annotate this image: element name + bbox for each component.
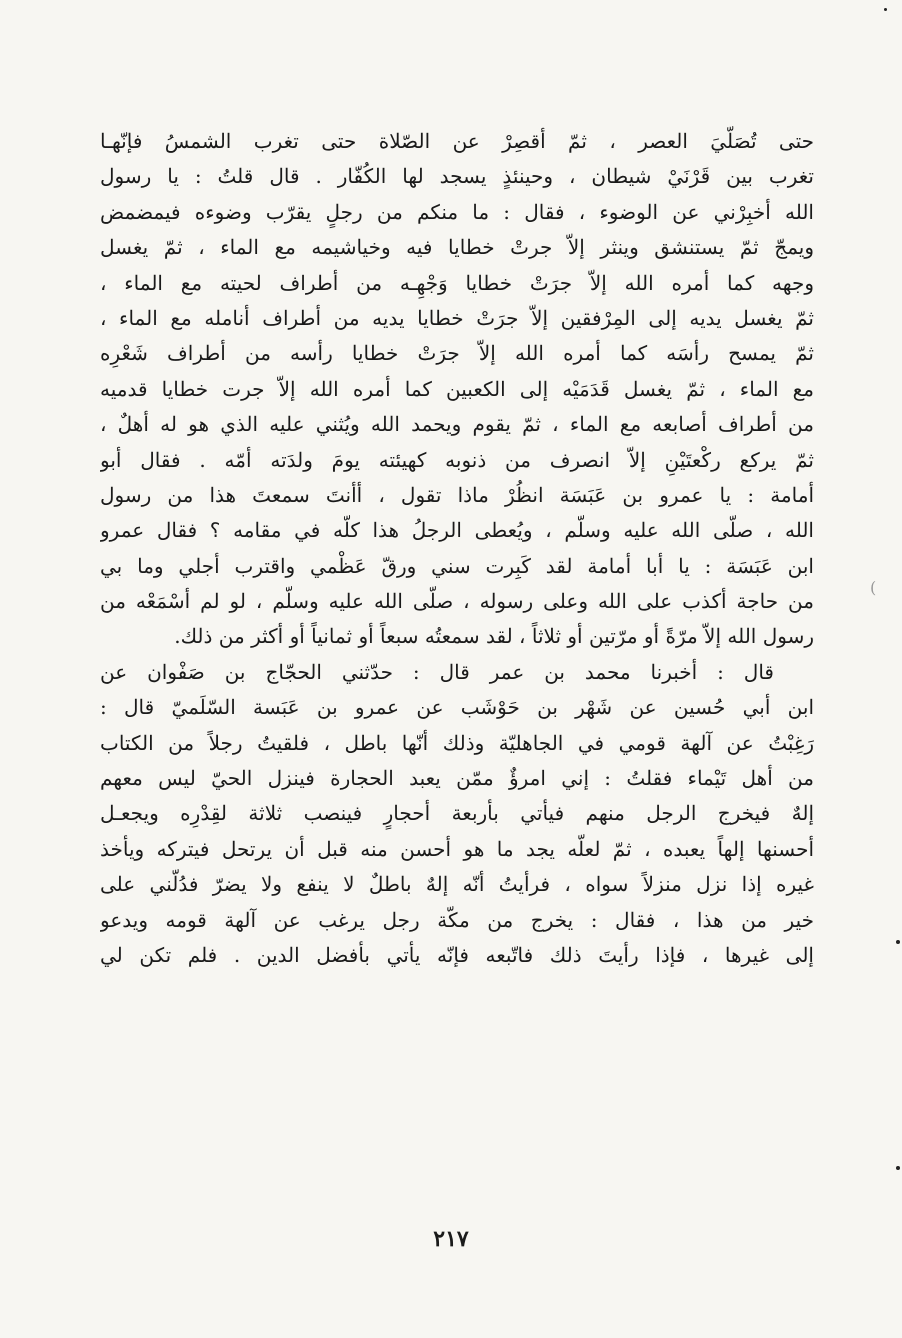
text-line: إلهٌ فيخرج الرجل منهم فيأتي بأربعة أحجارٍ فينصب ثلاثة لقِدْرِه ويجعـل [100, 801, 814, 826]
text-line: تغرب بين قَرْنَيْ شيطان ، وحينئذٍ يسجد لها الكُفّار . قال قلتُ : يا رسول [100, 164, 814, 189]
text-line: من حاجة أكذب على الله وعلى رسوله ، صلّى الله عليه وسلّم ، لو لم أسْمَعْه من [100, 589, 814, 614]
text-line: حتى تُصَلّيَ العصر ، ثمّ أقصِرْ عن الصّلاة حتى تغرب الشمسُ فإنّهـا [100, 129, 814, 153]
text-line: الله أخبِرْني عن الوضوء ، فقال : ما منكم من رجلٍ يقرّب وضوءه فيمضمض [100, 199, 814, 224]
text-line: وجهه كما أمره الله إلاّ جرَتْ خطايا وَجْهِـه من أطراف لحيته مع الماء ، [100, 270, 814, 295]
text-line: ابن عَبَسَة : يا أبا أمامة لقد كَبِرت سني ورقّ عَظْمي واقترب أجلي وما بي [100, 553, 814, 578]
page-number: ٢١٧ [433, 1226, 469, 1252]
scan-edge-mark: ( [870, 578, 877, 597]
text-line: ثمّ يركع ركْعتَيْنِ إلاّ انصرف من ذنوبه كهيئته يومَ ولدَته أمّه . فقال أبو [100, 447, 814, 472]
text-line: رَغِبْتُ عن آلهة قومي في الجاهليّة وذلك أنّها باطل ، فلقيتُ رجلاً من الكتاب [100, 730, 814, 755]
scan-speck [896, 940, 900, 944]
scan-speck [884, 8, 887, 11]
text-line: أمامة : يا عمرو بن عَبَسَة انظُرْ ماذا تقول ، أأنتَ سمعتَ هذا من رسول [100, 482, 814, 507]
text-line: من أهل تَيْماء فقلتُ : إني امرؤٌ ممّن يعبد الحجارة فينزل الحيّ ليس معهم [100, 766, 814, 791]
text-line: ابن أبي حُسين عن شَهْر بن حَوْشَب عن عمرو بن عَبَسة السّلَميّ قال : [100, 695, 814, 720]
text-line: ثمّ يمسح رأسَه كما أمره الله إلاّ جرَتْ خطايا رأسه من أطراف شَعْرِه [100, 341, 814, 366]
text-line: من أطراف أصابعه مع الماء ، ثمّ يقوم ويحمد الله ويُثني عليه الذي هو له أهلٌ ، [100, 412, 814, 437]
text-line: ثمّ يغسل يديه إلى المِرْفقين إلاّ جرَتْ خطايا يديه من أطراف أنامله مع الماء ، [100, 305, 814, 330]
text-line: الله ، صلّى الله عليه وسلّم ، ويُعطى الرجلُ هذا كلّه في مقامه ؟ فقال عمرو [100, 518, 814, 543]
text-line: أحسنها إلهاً يعبده ، ثمّ لعلّه يجد ما هو أحسن منه قبل أن يرتحل فيتركه ويأخذ [100, 836, 814, 861]
text-line: ويمجّ ثمّ يستنشق وينثر إلاّ جرتْ خطايا فيه وخياشيمه مع الماء ، ثمّ يغسل [100, 235, 814, 260]
paragraph-start-line: قال : أخبرنا محمد بن عمر قال : حدّثني الحجّاج بن صَفْوان عن [100, 659, 774, 684]
page-body-text [100, 124, 814, 973]
text-line: خير من هذا ، فقال : يخرج من مكّة رجل يرغب عن آلهة قومه ويدعو [100, 907, 814, 932]
text-line: رسول الله إلاّ مرّةً أو مرّتين أو ثلاثاً ، لقد سمعتُه سبعاً أو ثمانياً أو أكثر من ذلك. [174, 624, 814, 649]
text-line: غيره إذا نزل منزلاً سواه ، فرأيتُ أنّه إلهٌ باطلٌ لا ينفع ولا يضرّ فدُلّني على [100, 872, 814, 897]
text-line: مع الماء ، ثمّ يغسل قَدَمَيْه إلى الكعبين كما أمره الله إلاّ جرت خطايا قدميه [100, 376, 814, 401]
scan-speck [896, 1166, 900, 1170]
text-line: إلى غيرها ، فإذا رأيتَ ذلك فاتّبعه فإنّه يأتي بأفضل الدين . فلم تكن لي [100, 942, 814, 967]
